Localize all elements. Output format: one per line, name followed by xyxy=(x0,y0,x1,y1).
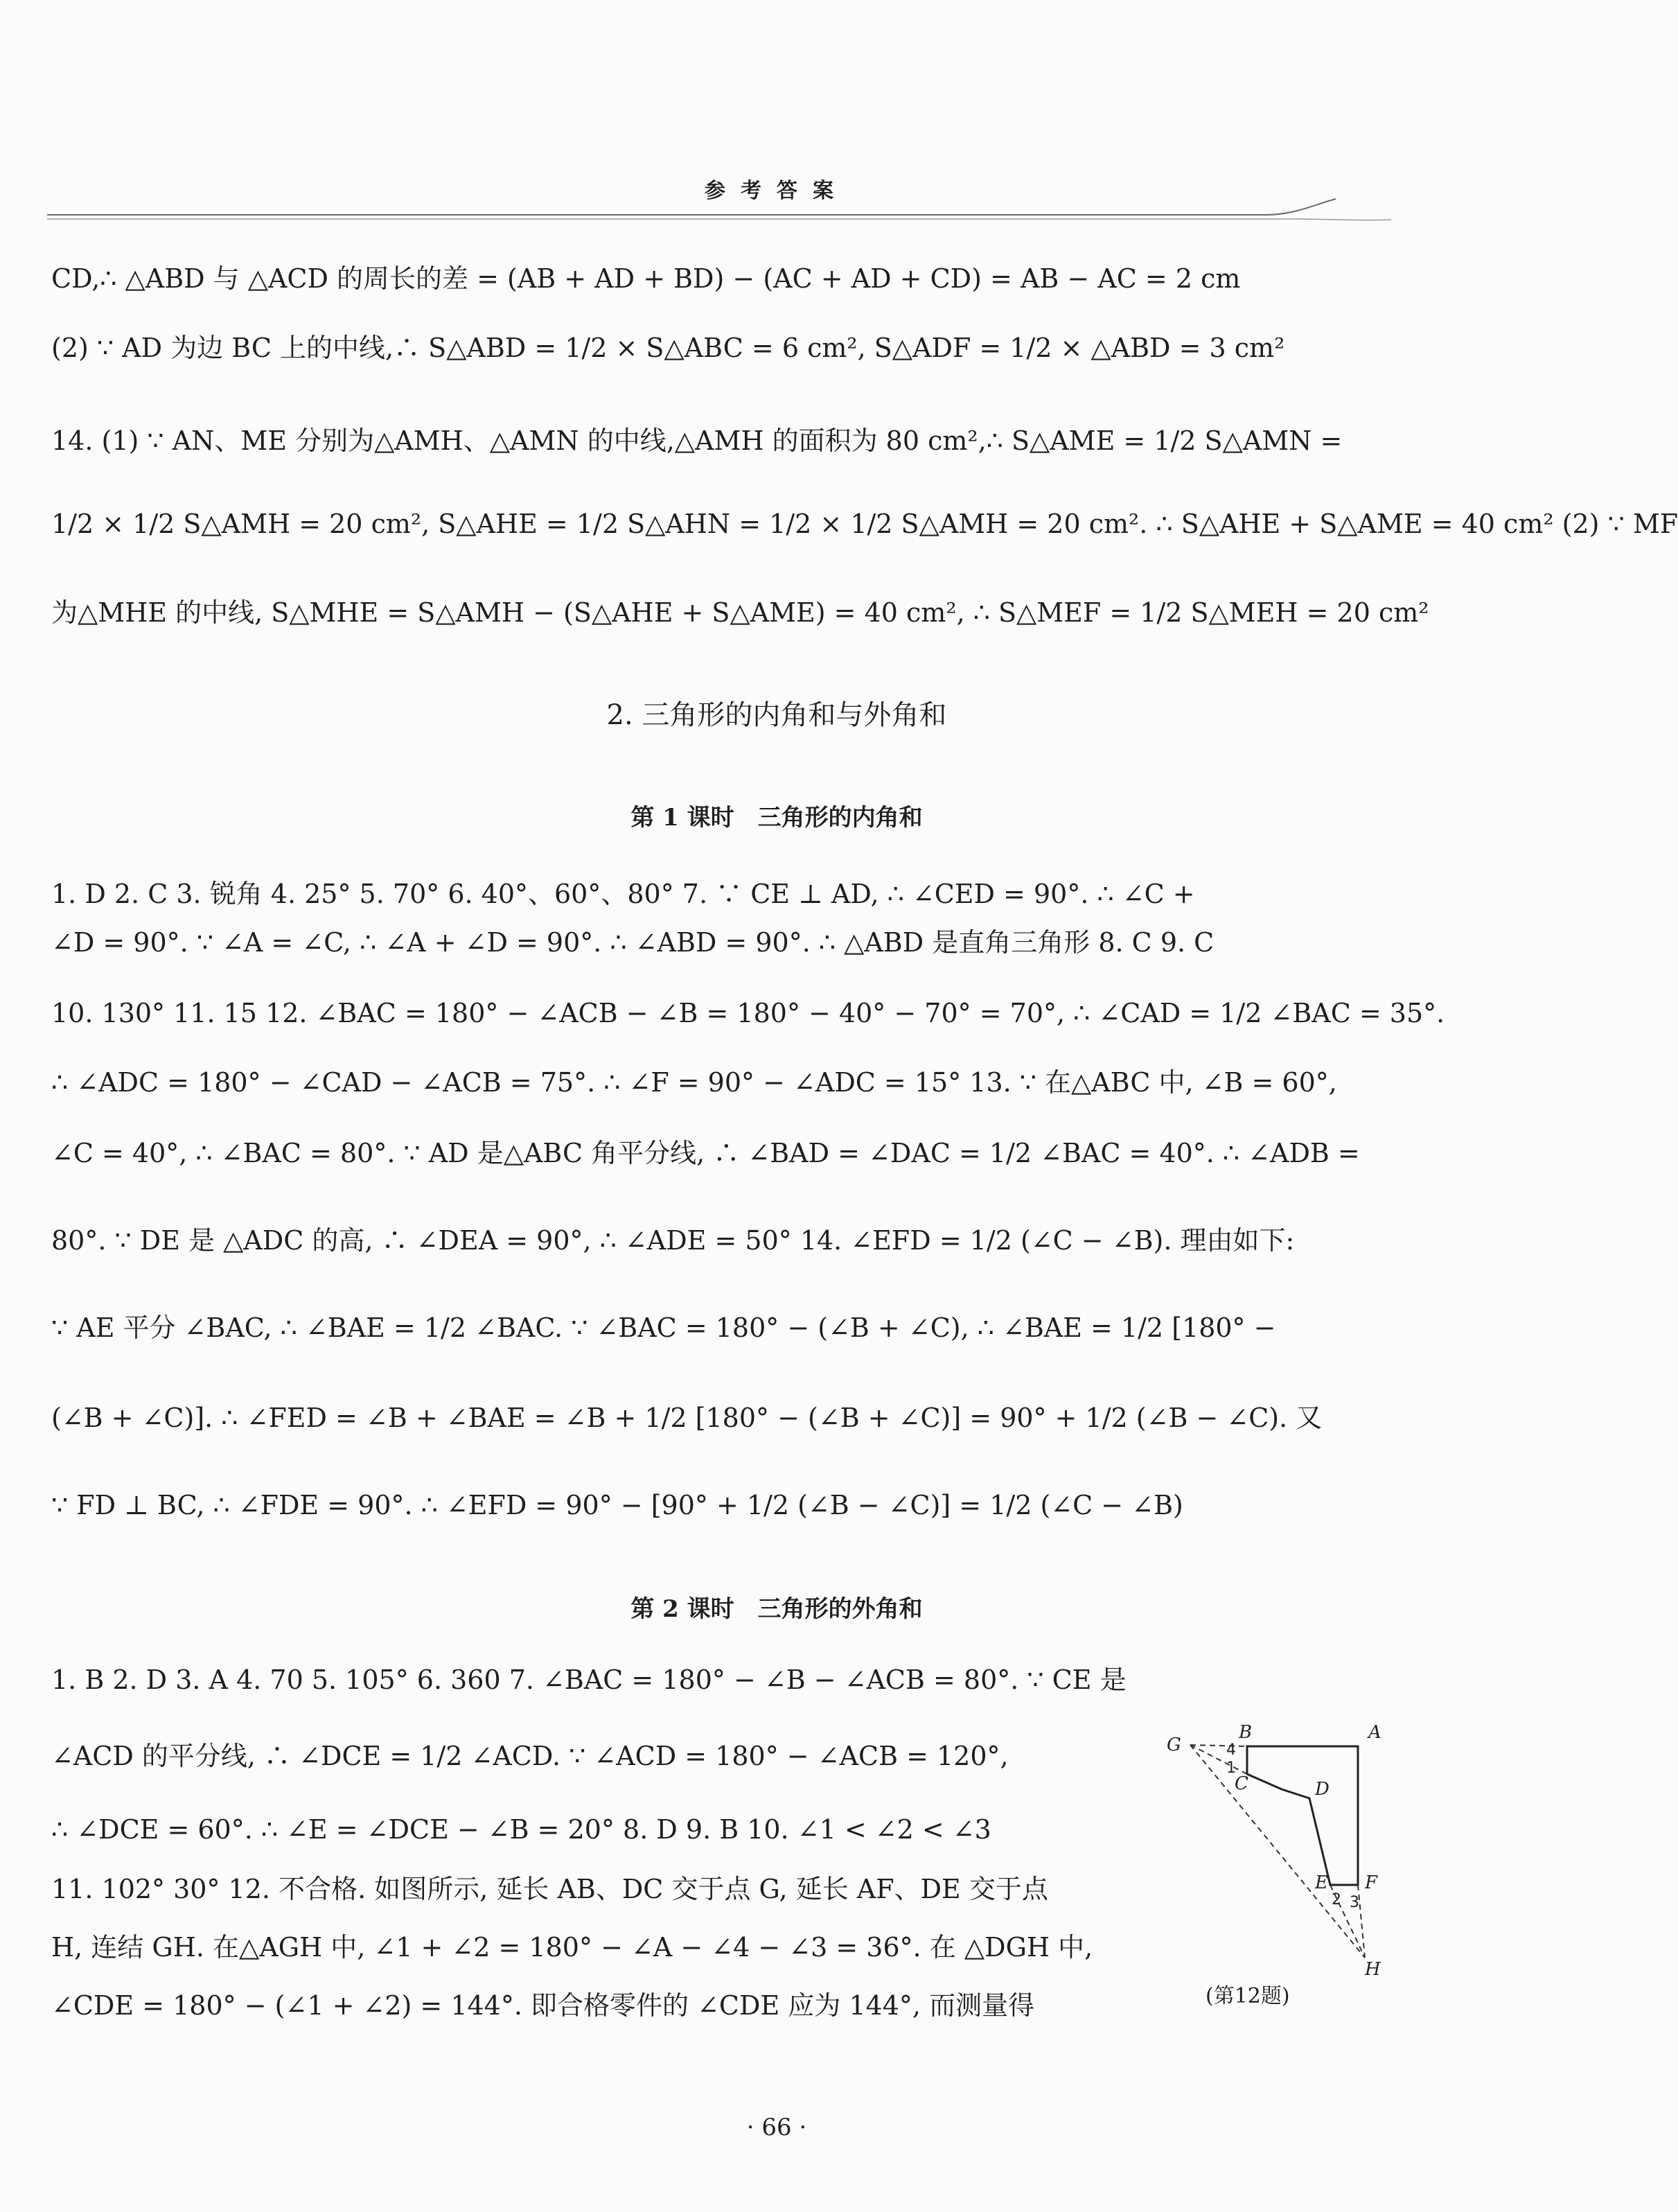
answer-line: ∠C = 40°, ∴ ∠BAC = 80°. ∵ AD 是△ABC 角平分线, ∴ ∠BAD = ∠DAC = 1/2 ∠BAC = 40°. ∴ ∠ADB = xyxy=(51,1138,1360,1168)
answer-line: 为△MHE 的中线, S△MHE = S△AMH − (S△AHE + S△AME) = 40 cm², ∴ S△MEF = 1/2 S△MEH = 20 cm² xyxy=(51,597,1429,628)
answer-line: ∴ ∠DCE = 60°. ∴ ∠E = ∠DCE − ∠B = 20° 8. D 9. B 10. ∠1 < ∠2 < ∠3 xyxy=(51,1814,991,1845)
answer-line: ∵ AE 平分 ∠BAC, ∴ ∠BAE = 1/2 ∠BAC. ∵ ∠BAC = 180° − (∠B + ∠C), ∴ ∠BAE = 1/2 [180° − xyxy=(51,1313,1276,1343)
label-e: E xyxy=(1315,1872,1328,1893)
label-h: H xyxy=(1365,1959,1381,1980)
answer-line: 1. B 2. D 3. A 4. 70 5. 105° 6. 360 7. ∠BAC = 180° − ∠B − ∠ACB = 80°. ∵ CE 是 xyxy=(51,1665,1127,1695)
label-c: C xyxy=(1235,1773,1248,1794)
angle-label-2: 2 xyxy=(1332,1891,1341,1908)
label-a: A xyxy=(1368,1722,1381,1743)
label-g: G xyxy=(1167,1735,1181,1755)
label-b: B xyxy=(1239,1722,1253,1743)
answer-line: ∴ ∠ADC = 180° − ∠CAD − ∠ACB = 75°. ∴ ∠F = 90° − ∠ADC = 15° 13. ∵ 在△ABC 中, ∠B = 60°, xyxy=(51,1067,1337,1098)
answer-line: 1. D 2. C 3. 锐角 4. 25° 5. 70° 6. 40°、60°、80° 7. ∵ CE ⊥ AD, ∴ ∠CED = 90°. ∴ ∠C + xyxy=(51,879,1195,909)
answer-line: 14. (1) ∵ AN、ME 分别为△AMH、△AMN 的中线,△AMH 的面积为 80 cm²,∴ S△AME = 1/2 S△AMN = xyxy=(51,425,1343,456)
answer-line: (∠B + ∠C)]. ∴ ∠FED = ∠B + ∠BAE = ∠B + 1/2 [180° − (∠B + ∠C)] = 90° + 1/2 (∠B − ∠C). 又 xyxy=(51,1403,1323,1433)
lesson-2-title: 第 2 课时 三角形的外角和 xyxy=(630,1595,923,1623)
angle-label-4: 4 xyxy=(1226,1741,1236,1759)
lesson-1-title: 第 1 课时 三角形的内角和 xyxy=(630,804,923,832)
answer-line: 11. 102° 30° 12. 不合格. 如图所示, 延长 AB、DC 交于点 G, 延长 AF、DE 交于点 xyxy=(51,1874,1048,1904)
answer-line: (2) ∵ AD 为边 BC 上的中线,∴ S△ABD = 1/2 × S△ABC = 6 cm², S△ADF = 1/2 × △ABD = 3 cm² xyxy=(51,333,1285,363)
figure-caption: (第12题) xyxy=(1205,1984,1290,2008)
header-decorative-rule xyxy=(47,198,1391,232)
geometry-figure xyxy=(1157,1712,1406,1980)
page-header-title: 参考答案 xyxy=(705,179,849,203)
angle-label-3: 3 xyxy=(1350,1894,1359,1911)
angle-label-1: 1 xyxy=(1226,1759,1236,1777)
answer-line: ∠CDE = 180° − (∠1 + ∠2) = 144°. 即合格零件的 ∠CDE 应为 144°, 而测量得 xyxy=(51,1990,1035,2021)
answer-line: CD,∴ △ABD 与 △ACD 的周长的差 = (AB + AD + BD) − (AC + AD + CD) = AB − AC = 2 cm xyxy=(51,263,1241,294)
answer-line: 10. 130° 11. 15 12. ∠BAC = 180° − ∠ACB − ∠B = 180° − 40° − 70° = 70°, ∴ ∠CAD = 1/2 ∠BAC = 35°. xyxy=(51,998,1445,1028)
answer-line: 80°. ∵ DE 是 △ADC 的高, ∴ ∠DEA = 90°, ∴ ∠ADE = 50° 14. ∠EFD = 1/2 (∠C − ∠B). 理由如下: xyxy=(51,1225,1295,1256)
page-number: · 66 · xyxy=(746,2114,807,2141)
answer-line: H, 连结 GH. 在△AGH 中, ∠1 + ∠2 = 180° − ∠A − ∠4 − ∠3 = 36°. 在 △DGH 中, xyxy=(51,1932,1093,1963)
answer-line: ∵ FD ⊥ BC, ∴ ∠FDE = 90°. ∴ ∠EFD = 90° − [90° + 1/2 (∠B − ∠C)] = 1/2 (∠C − ∠B) xyxy=(51,1490,1183,1520)
answer-line: ∠ACD 的平分线, ∴ ∠DCE = 1/2 ∠ACD. ∵ ∠ACD = 180° − ∠ACB = 120°, xyxy=(51,1741,1009,1771)
answer-line: 1/2 × 1/2 S△AMH = 20 cm², S△AHE = 1/2 S△AHN = 1/2 × 1/2 S△AMH = 20 cm². ∴ S△AHE + S△AME = 40 cm² (2) ∵ MF xyxy=(51,509,1678,539)
answer-line: ∠D = 90°. ∵ ∠A = ∠C, ∴ ∠A + ∠D = 90°. ∴ ∠ABD = 90°. ∴ △ABD 是直角三角形 8. C 9. C xyxy=(51,927,1215,958)
section-title: 2. 三角形的内角和与外角和 xyxy=(606,699,947,731)
label-d: D xyxy=(1315,1779,1330,1800)
label-f: F xyxy=(1365,1872,1378,1893)
